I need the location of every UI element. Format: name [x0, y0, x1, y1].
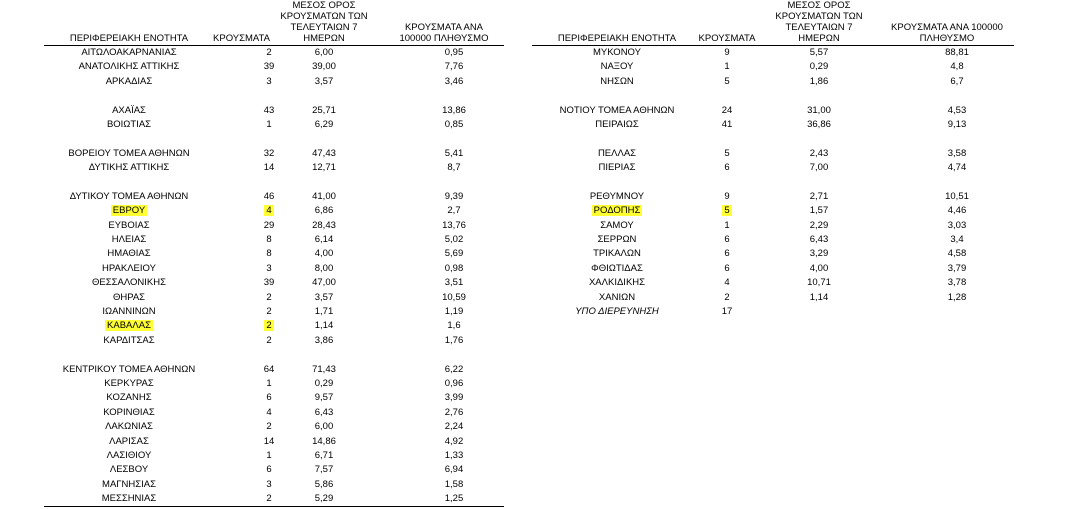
cell-region: [532, 176, 702, 190]
table-row: [44, 463, 504, 477]
cell-avg: 1,86: [809, 75, 829, 87]
cell-region: ΚΕΝΤΡΙΚΟΥ ΤΟΜΕΑ ΑΘΗΝΩΝ: [62, 363, 196, 375]
cell-avg: 71,43: [312, 363, 336, 375]
cell-avg: 39,00: [312, 61, 336, 73]
cell-cases: 29: [263, 219, 275, 231]
cell-per100k: 13,86: [442, 104, 466, 116]
cell-cases: 24: [721, 104, 733, 116]
cell-region: ΣΕΡΡΩΝ: [597, 234, 637, 246]
cell-cases: [244, 89, 294, 103]
cell-region: ΜΕΣΣΗΝΙΑΣ: [101, 493, 157, 505]
cell-cases: 2: [266, 306, 272, 318]
cell-region: [44, 132, 214, 146]
cell-region: ΝΗΣΩΝ: [600, 75, 634, 87]
cell-region: [532, 89, 702, 103]
cell-cases: 64: [263, 363, 275, 375]
table-row: [532, 190, 1014, 204]
table-row: [532, 176, 1014, 190]
cell-region: ΜΥΚΟΝΟΥ: [593, 47, 641, 58]
cell-per100k: 0,95: [444, 47, 464, 58]
cell-cases: 2: [266, 320, 272, 332]
cell-per100k: 1,76: [444, 334, 464, 346]
cell-per100k: 0,96: [444, 377, 464, 389]
header-cases-per-100k: ΚΡΟΥΣΜΑΤΑ ΑΝΑ 100000 ΠΛΗΘΥΣΜΟ: [891, 22, 1003, 44]
cell-per100k: 9,39: [444, 190, 464, 202]
cell-per100k: 1,6: [447, 320, 461, 332]
cell-cases: 6: [266, 464, 272, 476]
cell-avg: 6,43: [314, 406, 334, 418]
cell-cases: 4: [724, 277, 730, 289]
cell-per100k: 13,76: [442, 219, 466, 231]
cell-avg: 6,14: [314, 234, 334, 246]
cell-per100k: [414, 176, 494, 190]
cell-cases: 1: [724, 219, 730, 231]
cell-per100k: 5,69: [444, 248, 464, 260]
cell-region: ΗΛΕΙΑΣ: [111, 234, 147, 246]
cell-region: ΚΟΖΑΝΗΣ: [106, 392, 152, 404]
cell-avg: [784, 132, 854, 146]
table-row: [44, 104, 504, 118]
cell-per100k: 3,03: [947, 219, 967, 231]
table-row: [44, 247, 504, 261]
cell-cases: 2: [266, 334, 272, 346]
cell-per100k: 1,28: [947, 291, 967, 303]
table-row: [44, 377, 504, 391]
cell-region: ΚΕΡΚΥΡΑΣ: [104, 377, 154, 389]
table-row: [532, 291, 1014, 305]
cell-per100k: 88,81: [945, 47, 969, 58]
cell-cases: 46: [263, 190, 275, 202]
cell-region: ΛΕΣΒΟΥ: [109, 464, 149, 476]
cell-avg: [289, 132, 359, 146]
cell-cases: 5: [724, 147, 730, 159]
cell-avg: [289, 89, 359, 103]
cell-per100k: 4,58: [947, 248, 967, 260]
cell-cases: [702, 176, 752, 190]
cell-region: ΛΑΚΩΝΙΑΣ: [105, 421, 153, 433]
cell-per100k: 4,8: [950, 61, 964, 73]
cell-avg: 1,14: [314, 320, 334, 332]
cell-cases: 6: [724, 234, 730, 246]
table-row: [532, 233, 1014, 247]
cell-cases: 4: [266, 205, 272, 217]
cell-cases: [244, 348, 294, 362]
cell-region: ΑΡΚΑΔΙΑΣ: [105, 75, 153, 87]
cell-avg: 9,57: [314, 392, 334, 404]
cell-per100k: 6,22: [444, 363, 464, 375]
cell-per100k: 7,76: [444, 61, 464, 73]
cell-avg: 6,71: [314, 449, 334, 461]
cell-cases: 6: [266, 392, 272, 404]
cell-per100k: 1,19: [444, 306, 464, 318]
cell-avg: [784, 305, 854, 319]
cell-region: ΝΟΤΙΟΥ ΤΟΜΕΑ ΑΘΗΝΩΝ: [559, 104, 675, 116]
cell-cases: [244, 132, 294, 146]
cell-avg: [289, 348, 359, 362]
cell-avg: 31,00: [807, 104, 831, 116]
cell-region: ΘΗΡΑΣ: [112, 291, 146, 303]
table-row: [532, 60, 1014, 74]
cell-region: ΡΟΔΟΠΗΣ: [593, 205, 641, 217]
cell-cases: 32: [263, 147, 275, 159]
cell-avg: 4,00: [809, 262, 829, 274]
table-row: [44, 276, 504, 290]
table-row: [44, 89, 504, 103]
table-row: [44, 190, 504, 204]
cell-cases: 9: [724, 190, 730, 202]
cell-cases: 6: [724, 262, 730, 274]
table-row: [532, 89, 1014, 103]
cell-avg: 6,00: [314, 47, 334, 58]
cell-per100k: 5,41: [444, 147, 464, 159]
cell-region: ΤΡΙΚΑΛΩΝ: [593, 248, 641, 260]
table-row: [532, 147, 1014, 161]
cell-per100k: 3,51: [444, 277, 464, 289]
cell-avg: 2,43: [809, 147, 829, 159]
cell-avg: 6,29: [314, 118, 334, 130]
cell-avg: 36,86: [807, 118, 831, 130]
cell-region: ΚΟΡΙΝΘΙΑΣ: [103, 406, 155, 418]
cell-cases: 41: [721, 118, 733, 130]
cell-cases: 1: [724, 61, 730, 73]
cell-avg: 6,43: [809, 234, 829, 246]
header-region: ΠΕΡΙΦΕΡΕΙΑΚΗ ΕΝΟΤΗΤΑ: [557, 33, 677, 44]
cell-region: ΑΧΑΪΑΣ: [112, 104, 146, 116]
cell-region: ΒΟΡΕΙΟΥ ΤΟΜΕΑ ΑΘΗΝΩΝ: [68, 147, 190, 159]
table-row: [44, 348, 504, 362]
header-avg-7-days: ΜΕΣΟΣ ΟΡΟΣ ΚΡΟΥΣΜΑΤΩΝ ΤΩΝ ΤΕΛΕΥΤΑΙΩΝ 7 ΗΜΕΡΩΝ: [280, 0, 368, 44]
cell-region: ΗΡΑΚΛΕΙΟΥ: [102, 262, 156, 274]
cell-per100k: 2,24: [444, 421, 464, 433]
table-row: [44, 219, 504, 233]
cell-avg: 25,71: [312, 104, 336, 116]
cell-per100k: 5,02: [444, 234, 464, 246]
cell-avg: 6,86: [314, 205, 334, 217]
cell-region: ΠΕΛΛΑΣ: [597, 147, 637, 159]
cell-per100k: 3,79: [947, 262, 967, 274]
cell-avg: 4,00: [314, 248, 334, 260]
table-row: [44, 449, 504, 463]
table-row: [532, 118, 1014, 132]
cell-region: ΔΥΤΙΚΗΣ ΑΤΤΙΚΗΣ: [88, 162, 170, 174]
table-row: [44, 262, 504, 276]
cell-cases: 14: [263, 162, 275, 174]
cell-per100k: [414, 132, 494, 146]
cell-region: ΧΑΛΚΙΔΙΚΗΣ: [588, 277, 646, 289]
cell-cases: 43: [263, 104, 275, 116]
cell-region: ΑΙΤΩΛΟΑΚΑΡΝΑΝΙΑΣ: [81, 47, 177, 58]
cell-per100k: [917, 305, 997, 319]
cell-avg: 7,00: [809, 162, 829, 174]
cell-per100k: 1,33: [444, 449, 464, 461]
cell-region: ΦΘΙΩΤΙΔΑΣ: [591, 262, 643, 274]
cell-cases: 8: [266, 248, 272, 260]
cell-region: ΙΩΑΝΝΙΝΩΝ: [102, 306, 156, 318]
cell-cases: 2: [266, 493, 272, 505]
table-row: [44, 132, 504, 146]
cell-avg: 3,57: [314, 75, 334, 87]
cell-avg: 47,00: [312, 277, 336, 289]
cell-per100k: [917, 132, 997, 146]
cell-cases: 2: [724, 291, 730, 303]
cell-region: ΠΕΙΡΑΙΩΣ: [595, 118, 639, 130]
cell-cases: 4: [266, 406, 272, 418]
table-row: [532, 247, 1014, 261]
table-row: [44, 204, 504, 218]
header-cases: ΚΡΟΥΣΜΑΤΑ: [698, 33, 756, 44]
cell-cases: 2: [266, 421, 272, 433]
cell-region: ΥΠΟ ΔΙΕΡΕΥΝΗΣΗ: [575, 306, 659, 318]
cell-per100k: 1,25: [444, 493, 464, 505]
cell-region: [44, 89, 214, 103]
cell-per100k: 3,78: [947, 277, 967, 289]
cell-avg: 3,57: [314, 291, 334, 303]
table-row: [44, 492, 504, 506]
cell-per100k: 4,92: [444, 435, 464, 447]
cell-region: ΝΑΞΟΥ: [600, 61, 634, 73]
table-row: [44, 391, 504, 405]
cell-cases: 3: [266, 262, 272, 274]
cell-cases: 2: [266, 47, 272, 58]
cell-cases: [702, 89, 752, 103]
right-table-body: [532, 46, 1014, 319]
cell-avg: 0,29: [314, 377, 334, 389]
cell-avg: 12,71: [312, 162, 336, 174]
cell-per100k: 9,13: [947, 118, 967, 130]
table-row: [44, 75, 504, 89]
cell-cases: 1: [266, 377, 272, 389]
cell-region: [532, 132, 702, 146]
header-cases: ΚΡΟΥΣΜΑΤΑ: [213, 33, 270, 44]
table-row: [44, 118, 504, 132]
cell-cases: [702, 132, 752, 146]
cell-per100k: 3,99: [444, 392, 464, 404]
cell-per100k: 2,7: [447, 205, 461, 217]
cell-per100k: 0,98: [444, 262, 464, 274]
table-row: [44, 291, 504, 305]
cell-avg: 14,86: [312, 435, 336, 447]
table-row: [532, 132, 1014, 146]
table-row: [532, 276, 1014, 290]
table-row: [532, 262, 1014, 276]
cell-avg: 5,29: [314, 493, 334, 505]
cell-per100k: 8,7: [447, 162, 461, 174]
cell-avg: 5,86: [314, 478, 334, 490]
cell-region: [44, 176, 214, 190]
left-table-header: [44, 0, 504, 46]
cell-avg: 1,71: [314, 306, 334, 318]
cell-cases: 6: [724, 248, 730, 260]
table-row: [44, 319, 504, 333]
cell-region: ΚΑΡΔΙΤΣΑΣ: [103, 334, 155, 346]
cell-per100k: 0,85: [444, 118, 464, 130]
cell-avg: 3,86: [314, 334, 334, 346]
cell-per100k: 4,74: [947, 162, 967, 174]
cell-avg: 2,71: [809, 190, 829, 202]
cell-region: ΑΝΑΤΟΛΙΚΗΣ ΑΤΤΙΚΗΣ: [78, 61, 180, 73]
cell-cases: [244, 176, 294, 190]
table-row: [532, 204, 1014, 218]
cell-per100k: [414, 348, 494, 362]
cell-cases: 17: [721, 306, 733, 318]
cell-region: ΡΕΘΥΜΝΟΥ: [589, 190, 645, 202]
cell-avg: 47,43: [312, 147, 336, 159]
cell-per100k: [917, 89, 997, 103]
cell-avg: 5,57: [809, 47, 829, 58]
cell-per100k: 3,46: [444, 75, 464, 87]
cell-avg: [784, 89, 854, 103]
cell-cases: 3: [266, 75, 272, 87]
cell-per100k: [917, 176, 997, 190]
table-row: [44, 478, 504, 492]
table-row: [44, 147, 504, 161]
cell-region: ΛΑΡΙΣΑΣ: [109, 435, 149, 447]
cell-cases: 5: [724, 205, 730, 217]
cell-cases: 39: [263, 61, 275, 73]
cell-per100k: 3,58: [947, 147, 967, 159]
header-avg-7-days: ΜΕΣΟΣ ΟΡΟΣ ΚΡΟΥΣΜΑΤΩΝ ΤΩΝ ΤΕΛΕΥΤΑΙΩΝ 7 ΗΜΕΡΩΝ: [775, 0, 863, 44]
cell-region: [44, 348, 214, 362]
cell-per100k: 6,94: [444, 464, 464, 476]
cell-region: ΧΑΝΙΩΝ: [598, 291, 636, 303]
table-row: [532, 219, 1014, 233]
cell-region: ΒΟΙΩΤΙΑΣ: [106, 118, 152, 130]
cell-avg: 1,14: [809, 291, 829, 303]
table-row: [532, 75, 1014, 89]
table-row: [44, 406, 504, 420]
cell-avg: 28,43: [312, 219, 336, 231]
left-table-body: [44, 46, 504, 507]
cell-per100k: [414, 89, 494, 103]
cell-avg: 41,00: [312, 190, 336, 202]
cell-region: ΣΑΜΟΥ: [600, 219, 634, 231]
table-row: [44, 305, 504, 319]
cell-region: ΗΜΑΘΙΑΣ: [107, 248, 151, 260]
cell-per100k: 6,7: [950, 75, 964, 87]
cell-avg: 6,00: [314, 421, 334, 433]
cell-cases: 14: [263, 435, 275, 447]
cell-per100k: 4,53: [947, 104, 967, 116]
table-row: [44, 60, 504, 74]
table-row: [44, 363, 504, 377]
cell-region: ΔΥΤΙΚΟΥ ΤΟΜΕΑ ΑΘΗΝΩΝ: [69, 190, 189, 202]
cell-region: ΕΥΒΟΙΑΣ: [108, 219, 150, 231]
cell-per100k: 10,59: [442, 291, 466, 303]
table-row: [532, 161, 1014, 175]
table-row: [44, 435, 504, 449]
cell-cases: 2: [266, 291, 272, 303]
cell-region: ΛΑΣΙΘΙΟΥ: [106, 449, 152, 461]
cell-region: ΚΑΒΑΛΑΣ: [107, 320, 151, 332]
cell-avg: [784, 176, 854, 190]
header-cases-per-100k: ΚΡΟΥΣΜΑΤΑ ΑΝΑ 100000 ΠΛΗΘΥΣΜΟ: [399, 22, 489, 44]
cell-avg: 0,29: [809, 61, 829, 73]
cell-per100k: 3,4: [950, 234, 964, 246]
cell-cases: 39: [263, 277, 275, 289]
table-row: [44, 46, 504, 60]
left-table-bottom-rule: [44, 506, 504, 507]
table-row: [44, 161, 504, 175]
cell-avg: 7,57: [314, 464, 334, 476]
cell-per100k: 1,58: [444, 478, 464, 490]
table-row: [532, 46, 1014, 60]
header-region: ΠΕΡΙΦΕΡΕΙΑΚΗ ΕΝΟΤΗΤΑ: [69, 33, 189, 44]
cell-avg: 10,71: [807, 277, 831, 289]
table-row: [44, 233, 504, 247]
cell-cases: 8: [266, 234, 272, 246]
cell-region: ΜΑΓΝΗΣΙΑΣ: [102, 478, 156, 490]
cell-region: ΕΒΡΟΥ: [112, 205, 146, 217]
cell-region: ΠΙΕΡΙΑΣ: [598, 162, 636, 174]
cell-cases: 9: [724, 47, 730, 58]
cell-per100k: 10,51: [945, 190, 969, 202]
table-row: [532, 305, 1014, 319]
cell-cases: 6: [724, 162, 730, 174]
cell-cases: 1: [266, 118, 272, 130]
table-row: [532, 104, 1014, 118]
table-row: [44, 334, 504, 348]
cell-per100k: 4,46: [947, 205, 967, 217]
cell-per100k: 2,76: [444, 406, 464, 418]
table-row: [44, 420, 504, 434]
cell-avg: 8,00: [314, 262, 334, 274]
cell-cases: 3: [266, 478, 272, 490]
right-table-header: [532, 0, 1014, 46]
table-row: [44, 176, 504, 190]
cell-avg: 2,29: [809, 219, 829, 231]
cell-avg: 3,29: [809, 248, 829, 260]
cell-avg: [289, 176, 359, 190]
cell-cases: 1: [266, 449, 272, 461]
cell-cases: 5: [724, 75, 730, 87]
cell-avg: 1,57: [809, 205, 829, 217]
cell-region: ΘΕΣΣΑΛΟΝΙΚΗΣ: [92, 277, 166, 289]
